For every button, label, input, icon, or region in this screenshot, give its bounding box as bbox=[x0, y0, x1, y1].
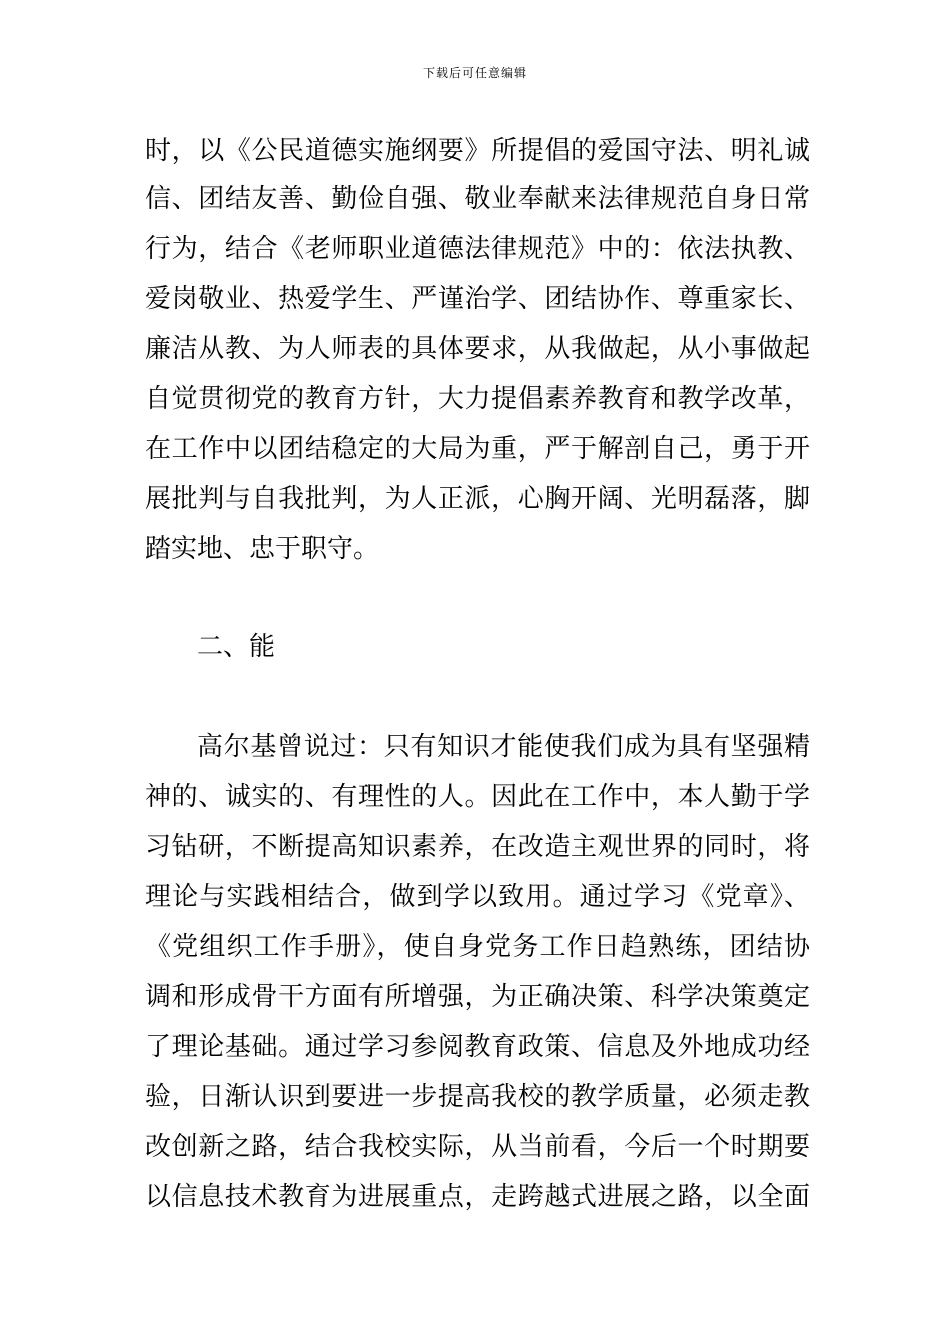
paragraph-1-line: 爱岗敬业、热爱学生、严谨治学、团结协作、尊重家长、 bbox=[145, 284, 810, 314]
paragraph-1-line: 在工作中以团结稳定的大局为重，严于解剖自己，勇于开 bbox=[145, 434, 810, 464]
paragraph-2-line: 改创新之路，结合我校实际，从当前看，今后一个时期要 bbox=[145, 1132, 810, 1162]
paragraph-2-line: 神的、诚实的、有理性的人。因此在工作中，本人勤于学 bbox=[145, 782, 810, 812]
paragraph-2-line: 理论与实践相结合，做到学以致用。通过学习《党章》、 bbox=[145, 882, 810, 912]
paragraph-1-line: 踏实地、忠于职守。 bbox=[145, 534, 380, 564]
paragraph-2-line: 高尔基曾说过：只有知识才能使我们成为具有坚强精 bbox=[197, 732, 810, 762]
paragraph-2-line: 习钻研，不断提高知识素养，在改造主观世界的同时，将 bbox=[145, 832, 810, 862]
paragraph-2-line: 了理论基础。通过学习参阅教育政策、信息及外地成功经 bbox=[145, 1032, 810, 1062]
paragraph-1-line: 自觉贯彻党的教育方针，大力提倡素养教育和教学改革， bbox=[145, 384, 810, 414]
paragraph-1-line: 展批判与自我批判，为人正派，心胸开阔、光明磊落，脚 bbox=[145, 484, 810, 514]
paragraph-2-line: 《党组织工作手册》，使自身党务工作日趋熟练，团结协 bbox=[145, 932, 810, 962]
paragraph-2-line: 调和形成骨干方面有所增强，为正确决策、科学决策奠定 bbox=[145, 982, 810, 1012]
paragraph-2-line: 以信息技术教育为进展重点，走跨越式进展之路，以全面 bbox=[145, 1182, 810, 1212]
paragraph-1-line: 行为，结合《老师职业道德法律规范》中的：依法执教、 bbox=[145, 234, 810, 264]
paragraph-1-line: 廉洁从教、为人师表的具体要求，从我做起，从小事做起 bbox=[145, 334, 810, 364]
header-note: 下载后可任意编辑 bbox=[422, 66, 527, 80]
paragraph-1-line: 信、团结友善、勤俭自强、敬业奉献来法律规范自身日常 bbox=[145, 184, 810, 214]
section-heading: 二、能 bbox=[197, 632, 276, 662]
paragraph-1-line: 时，以《公民道德实施纲要》所提倡的爱国守法、明礼诚 bbox=[145, 136, 810, 166]
paragraph-2-line: 验，日渐认识到要进一步提高我校的教学质量，必须走教 bbox=[145, 1082, 810, 1112]
